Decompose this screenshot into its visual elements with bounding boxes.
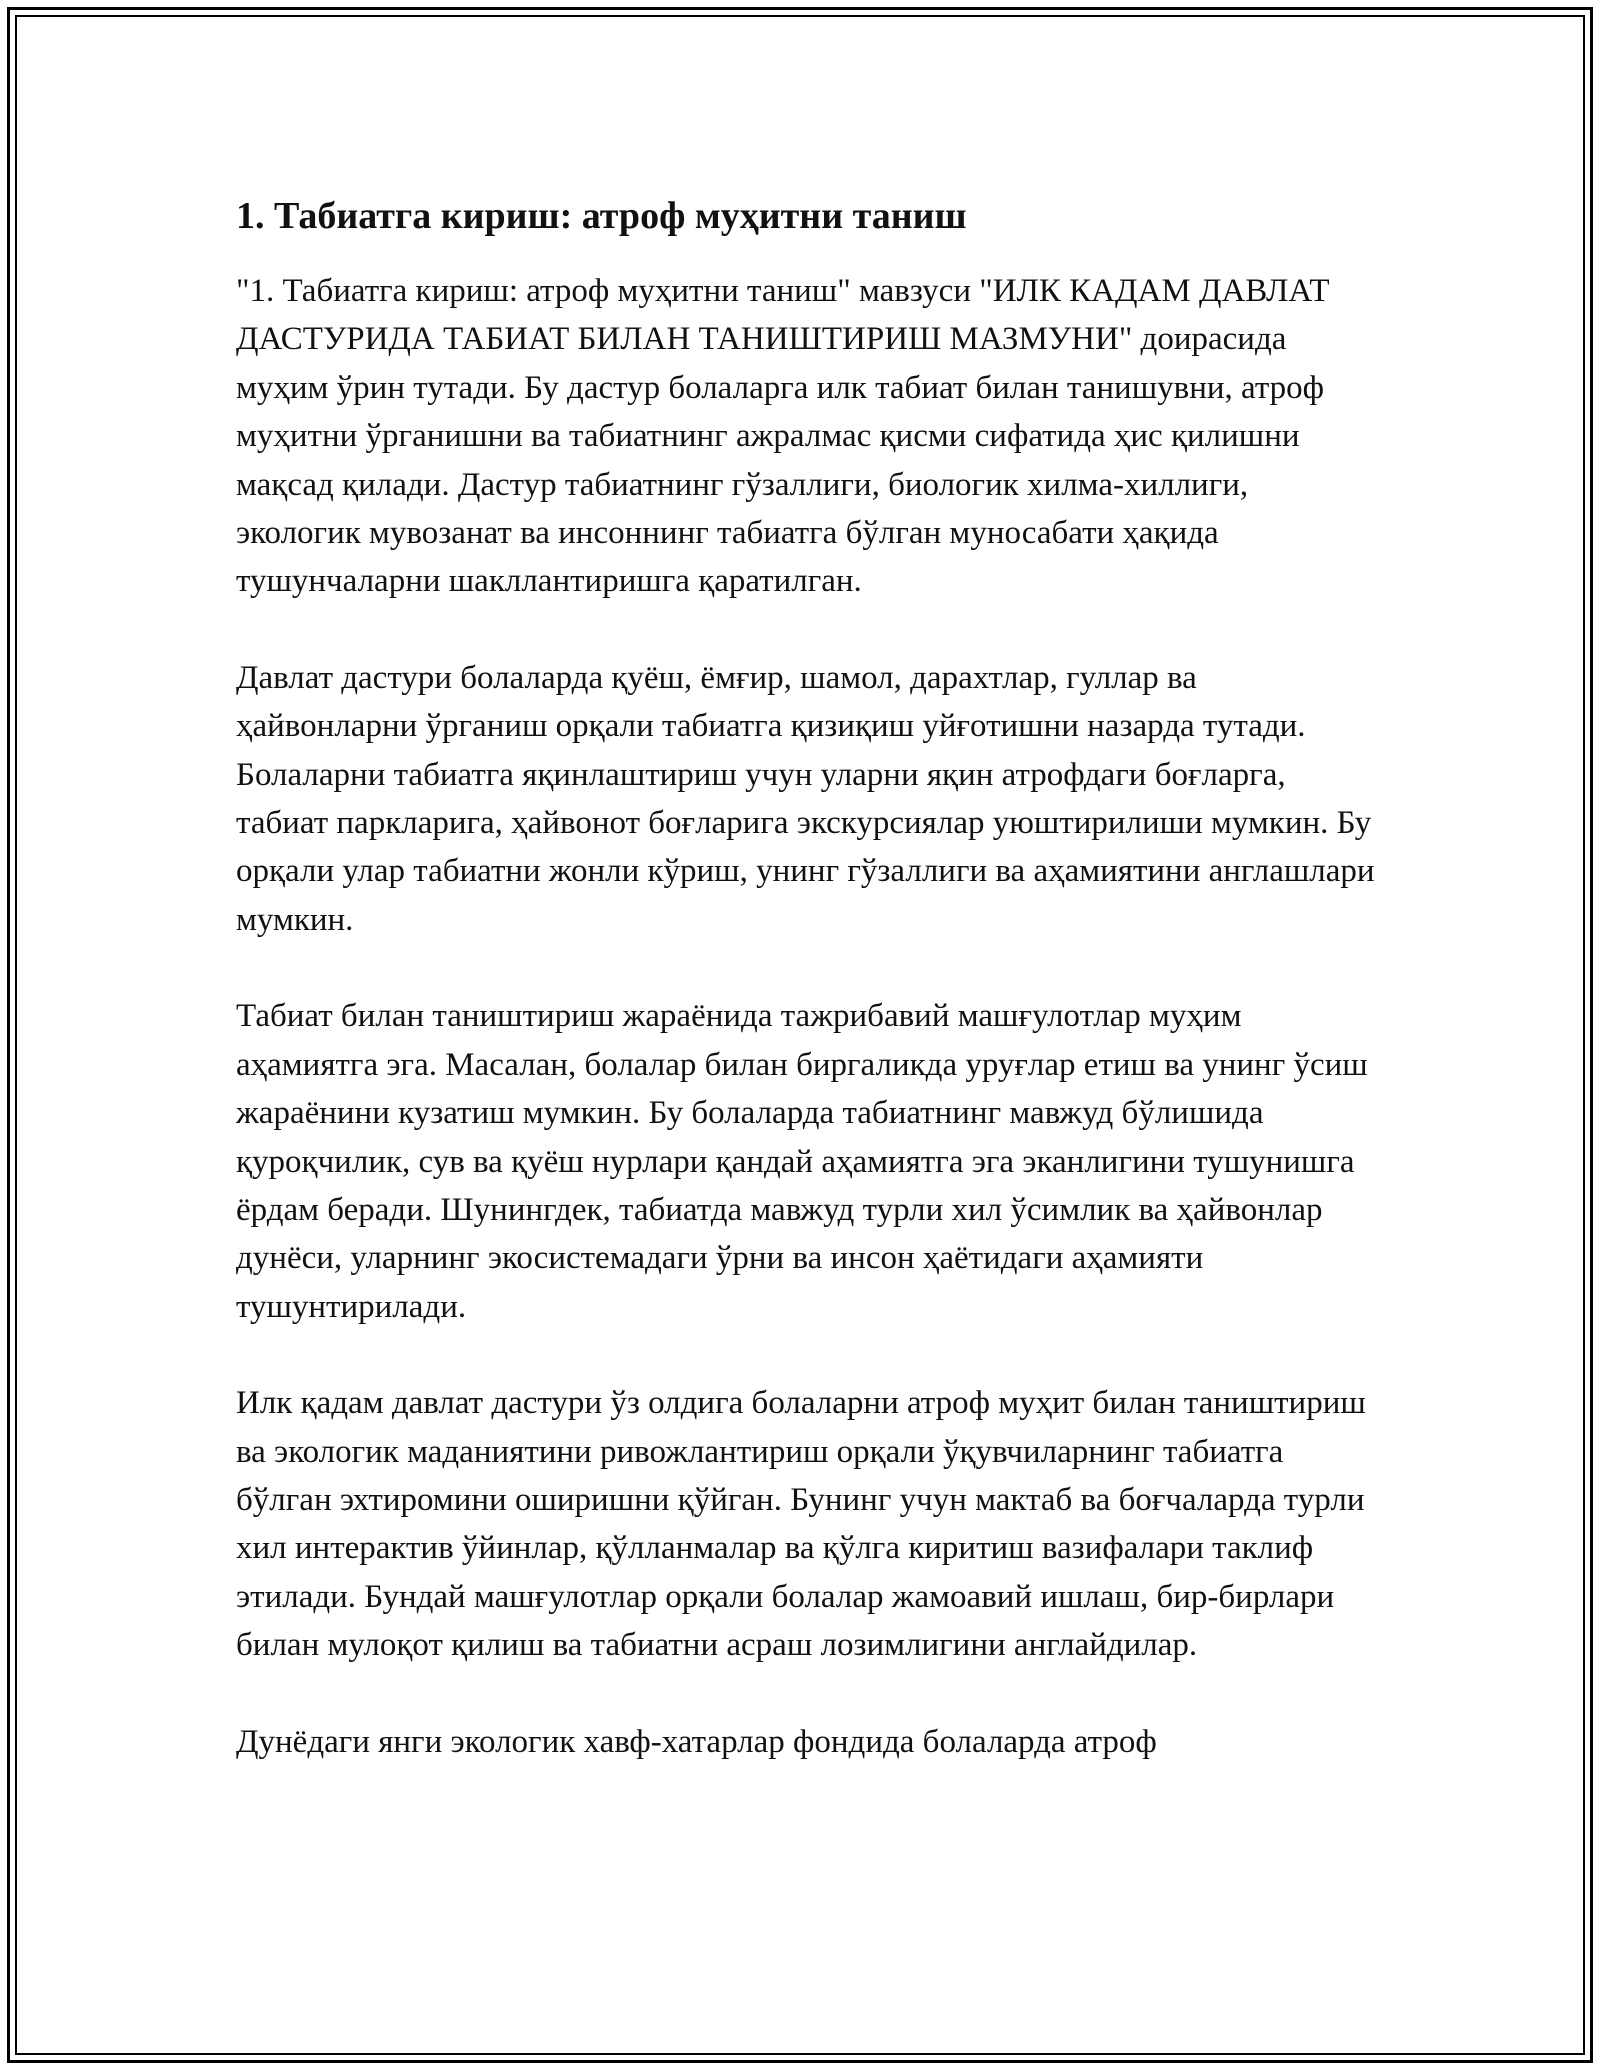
- document-body: [236, 187, 1376, 1766]
- paragraph-ecological-threats: Дунёдаги янги экологик хавф-хатарлар фондида болаларда атроф: [236, 1723, 1157, 1760]
- paragraph-intro: "1. Табиатга кириш: атроф муҳитни таниш" мавзуси "ИЛК КАДАМ ДАВЛАТ ДАСТУРИДА ТАБИАТ БИЛАН ТАНИШТИРИШ МАЗМУНИ" доирасида муҳим ўрин тутади. Бу дастур болаларга илк табиат билан танишувни, атроф муҳитни ўрганишни ва табиатнинг ажралмас қисми сифатида ҳис қилишни мақсад қилади. Дастур табиатнинг гўзаллиги, биологик хилма-хиллиги, экологик мувозанат ва инсоннинг табиатга бўлган муносабати ҳақида тушунчаларни шакллантиришга қаратилган.: [236, 273, 1330, 600]
- section-heading: 1. Табиатга кириш: атроф муҳитни таниш: [236, 195, 967, 237]
- paragraph-experiments: Табиат билан таништириш жараёнида тажрибавий машғулотлар муҳим аҳамиятга эга. Масалан, болалар билан биргаликда уруғлар етиш ва унинг ўсиш жараёнини кузатиш мумкин. Бу болаларда табиатнинг мавжуд бўлишида қуроқчилик, сув ва қуёш нурлари қандай аҳамиятга эга эканлигини тушунишга ёрдам беради. Шунингдек, табиатда мавжуд турли хил ўсимлик ва ҳайвонлар дунёси, уларнинг экосистемадаги ўрни ва инсон ҳаётидаги аҳамияти тушунтирилади.: [236, 998, 1368, 1325]
- paragraph-state-program: Давлат дастури болаларда қуёш, ёмғир, шамол, дарахтлар, гуллар ва ҳайвонларни ўрганиш орқали табиатга қизиқиш уйғотишни назарда тутади. Болаларни табиатга яқинлаштириш учун уларни яқин атрофдаги боғларга, табиат паркларига, ҳайвонот боғларига экскурсиялар уюштирилиши мумкин. Бу орқали улар табиатни жонли кўриш, унинг гўзаллиги ва аҳамиятини англашлари мумкин.: [236, 659, 1375, 938]
- paragraph-first-step: Илк қадам давлат дастури ўз олдига болаларни атроф муҳит билан таништириш ва экологик маданиятини ривожлантириш орқали ўқувчиларнинг табиатга бўлган эхтиромини оширишни қўйган. Бунинг учун мактаб ва боғчаларда турли хил интерактив ўйинлар, қўлланмалар ва қўлга киритиш вазифалари таклиф этилади. Бундай машғулотлар орқали болалар жамоавий ишлаш, бир-бирлари билан мулоқот қилиш ва табиатни асраш лозимлигини англайдилар.: [236, 1385, 1366, 1664]
